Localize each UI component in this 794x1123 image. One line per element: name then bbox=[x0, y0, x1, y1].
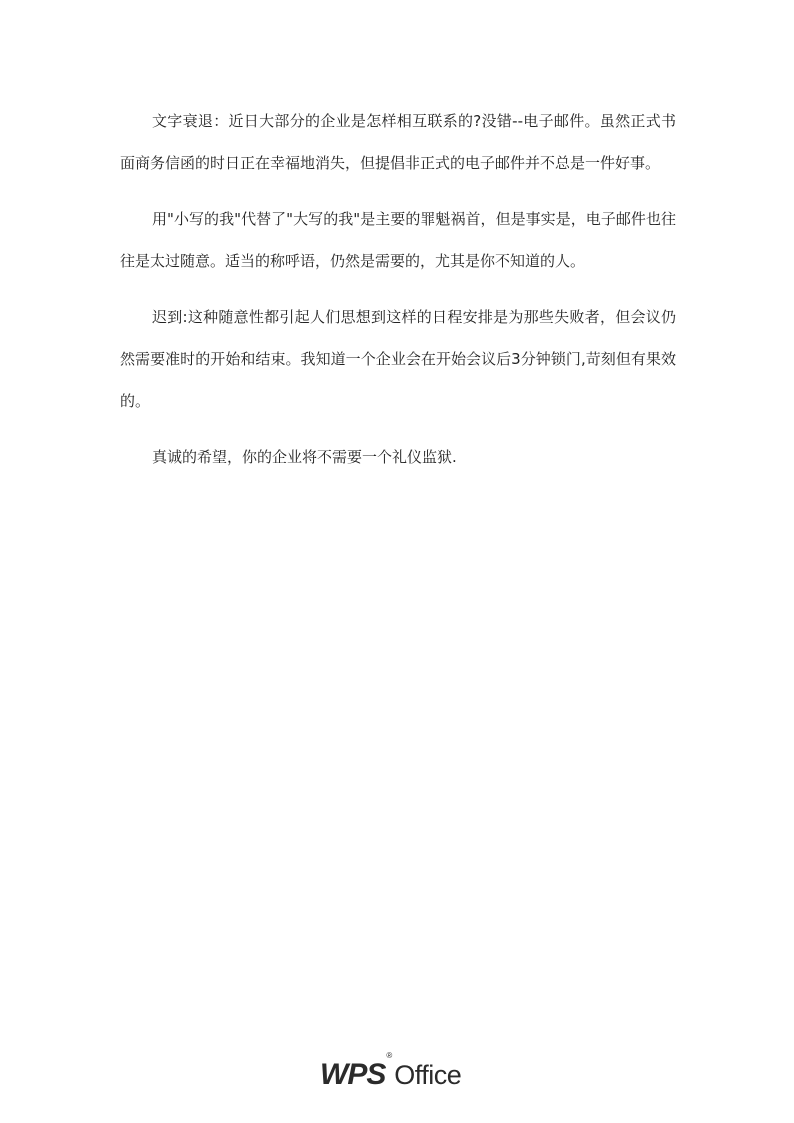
wps-office-logo bbox=[320, 1050, 470, 1090]
paragraph: 用"小写的我"代替了"大写的我"是主要的罪魁祸首，但是事实是，电子邮件也往往是太过随意。适当的称呼语，仍然是需要的，尤其是你不知道的人。 bbox=[120, 210, 676, 270]
paragraph: 真诚的希望，你的企业将不需要一个礼仪监狱. bbox=[152, 448, 457, 466]
logo-wps-text: WPS bbox=[320, 1058, 386, 1091]
document-body bbox=[120, 100, 676, 492]
logo-registered-mark: ® bbox=[386, 1051, 393, 1060]
paragraph: 迟到:这种随意性都引起人们思想到这样的日程安排是为那些失败者，但会议仍然需要准时的开始和结束。我知道一个企业会在开始会议后3分钟锁门,苛刻但有果效的。 bbox=[120, 308, 676, 410]
logo-office-text: Office bbox=[394, 1060, 462, 1090]
paragraph: 文字衰退：近日大部分的企业是怎样相互联系的?没错--电子邮件。虽然正式书面商务信函的时日正在幸福地消失，但提倡非正式的电子邮件并不总是一件好事。 bbox=[120, 112, 676, 172]
